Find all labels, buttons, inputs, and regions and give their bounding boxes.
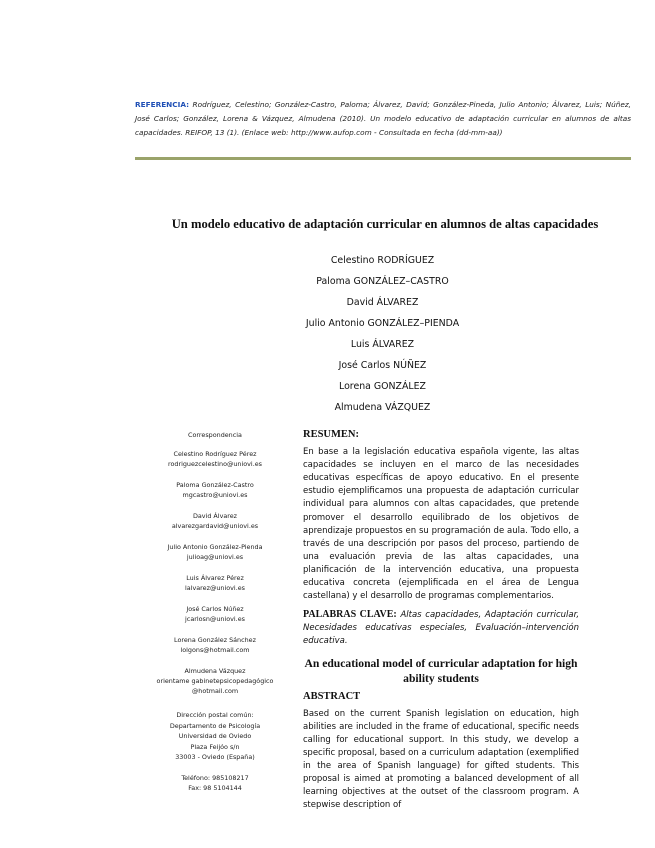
english-title: An educational model of curricular adaptation for high ability students — [304, 656, 578, 685]
contact-entry — [150, 480, 280, 500]
contact-name: Luis Álvarez Pérez — [186, 574, 244, 582]
address-line: Plaza Feijóo s/n — [190, 742, 240, 751]
contact-numbers — [150, 773, 280, 793]
contact-email: lalvarez@uniovi.es — [185, 584, 245, 592]
contact-entry — [150, 511, 280, 531]
keywords-text: Altas capacidades, Adaptación curricular, Necesidades educativas especiales, Evaluación–intervención educativa. — [303, 610, 580, 647]
reference-label: REFERENCIA: — [135, 100, 190, 109]
contact-email: orientame gabinetepsicopedagógico @hotmail.com — [156, 677, 274, 695]
article-content — [303, 428, 579, 817]
contact-email: rodriguezcelestino@uniovi.es — [168, 460, 262, 468]
contact-entry — [150, 449, 280, 469]
contact-entry — [150, 635, 280, 655]
contact-email: jcarlosn@uniovi.es — [185, 615, 245, 623]
postal-address — [150, 710, 280, 763]
address-line: Universidad de Oviedo — [178, 732, 252, 740]
reference-text: Rodríguez, Celestino; González-Castro, Paloma; Álvarez, David; González-Pineda, Julio Antonio; Álvarez, Luis; Núñez, José Carlos; González, Lorena & Vázquez, Almudena (2010). Un modelo educativo de adaptación curricular en alumnos de altas capacidades. REIFOP, 13 (1). (Enlace web: http://www.aufop.com - Consultada en fecha (dd-mm-aa)) — [135, 100, 631, 137]
fax-number: Fax: 98 5104144 — [188, 783, 242, 792]
contact-entry — [150, 573, 280, 593]
keywords-paragraph — [303, 608, 579, 648]
author-name: Julio Antonio GONZÁLEZ–PIENDA — [305, 318, 460, 329]
contact-email: mgcastro@uniovi.es — [182, 491, 248, 499]
contact-entry — [150, 542, 280, 562]
contact-name: David Álvarez — [192, 512, 238, 520]
article-title: Un modelo educativo de adaptación curricular en alumnos de altas capacidades — [171, 217, 599, 231]
contact-name: Almudena Vázquez — [184, 667, 246, 675]
abstract-text: Based on the current Spanish legislation on education, high abilities are included in the frame of educational, specific needs calling for educational support. In this study, we develop a specific proposal, based on a curriculum adaptation (exemplified in the area of Spanish language) for gifted students. This proposal is aimed at promoting a balanced development of all learning objectives at the outset of the classroom program. A stepwise description of — [303, 708, 579, 811]
resumen-heading: RESUMEN: — [303, 429, 360, 440]
contact-name: Julio Antonio González-Pienda — [167, 543, 263, 551]
contact-name: José Carlos Núñez — [186, 605, 244, 613]
contact-name: Celestino Rodríguez Pérez — [173, 450, 257, 458]
contact-name: Lorena González Sánchez — [174, 636, 256, 644]
address-line: 33003 - Oviedo (España) — [175, 753, 255, 761]
keywords-label: PALABRAS CLAVE: — [303, 609, 397, 621]
correspondence-heading: Correspondencia — [188, 431, 242, 439]
contact-entry — [150, 666, 280, 696]
address-line: Dirección postal común: — [176, 711, 254, 719]
address-line: Departamento de Psicología — [169, 721, 261, 730]
reference-block — [135, 98, 631, 140]
correspondence-sidebar — [150, 430, 280, 793]
author-name: David ÁLVAREZ — [346, 297, 419, 308]
contact-email: lolgons@hotmail.com — [180, 646, 250, 654]
author-name: Celestino RODRÍGUEZ — [330, 255, 435, 266]
author-name: José Carlos NÚÑEZ — [338, 360, 427, 371]
author-list — [230, 250, 535, 418]
contact-name: Paloma González-Castro — [176, 481, 254, 489]
author-name: Almudena VÁZQUEZ — [334, 402, 431, 413]
contact-entry — [150, 604, 280, 624]
header-divider — [135, 157, 631, 160]
contact-email: julioag@uniovi.es — [186, 553, 244, 561]
phone-number: Teléfono: 985108217 — [181, 773, 249, 782]
resumen-text: En base a la legislación educativa española vigente, las altas capacidades se incluyen en el marco de las necesidades educativas específicas de apoyo educativo. En el presente estudio ejemplificamos una propuesta de adaptación curricular individual para alumnos con altas capacidades, que pretende promover el desarrollo equilibrado de los objetivos de aprendizaje propuestos en su programación de aula. Todo ello, a través de una descripción por pasos del proceso, partiendo de una evaluación previa de las altas capacidades, una planificación de la intervención educativa, una propuesta educativa concreta (ejemplificada en el área de Lengua castellana) y el desarrollo de programas complementarios. — [303, 447, 579, 602]
author-name: Lorena GONZÁLEZ — [339, 381, 426, 392]
abstract-heading: ABSTRACT — [303, 690, 361, 702]
author-name: Luis ÁLVAREZ — [350, 339, 415, 350]
contact-email: alvarezgardavid@uniovi.es — [171, 522, 259, 530]
author-name: Paloma GONZÁLEZ–CASTRO — [316, 276, 449, 287]
